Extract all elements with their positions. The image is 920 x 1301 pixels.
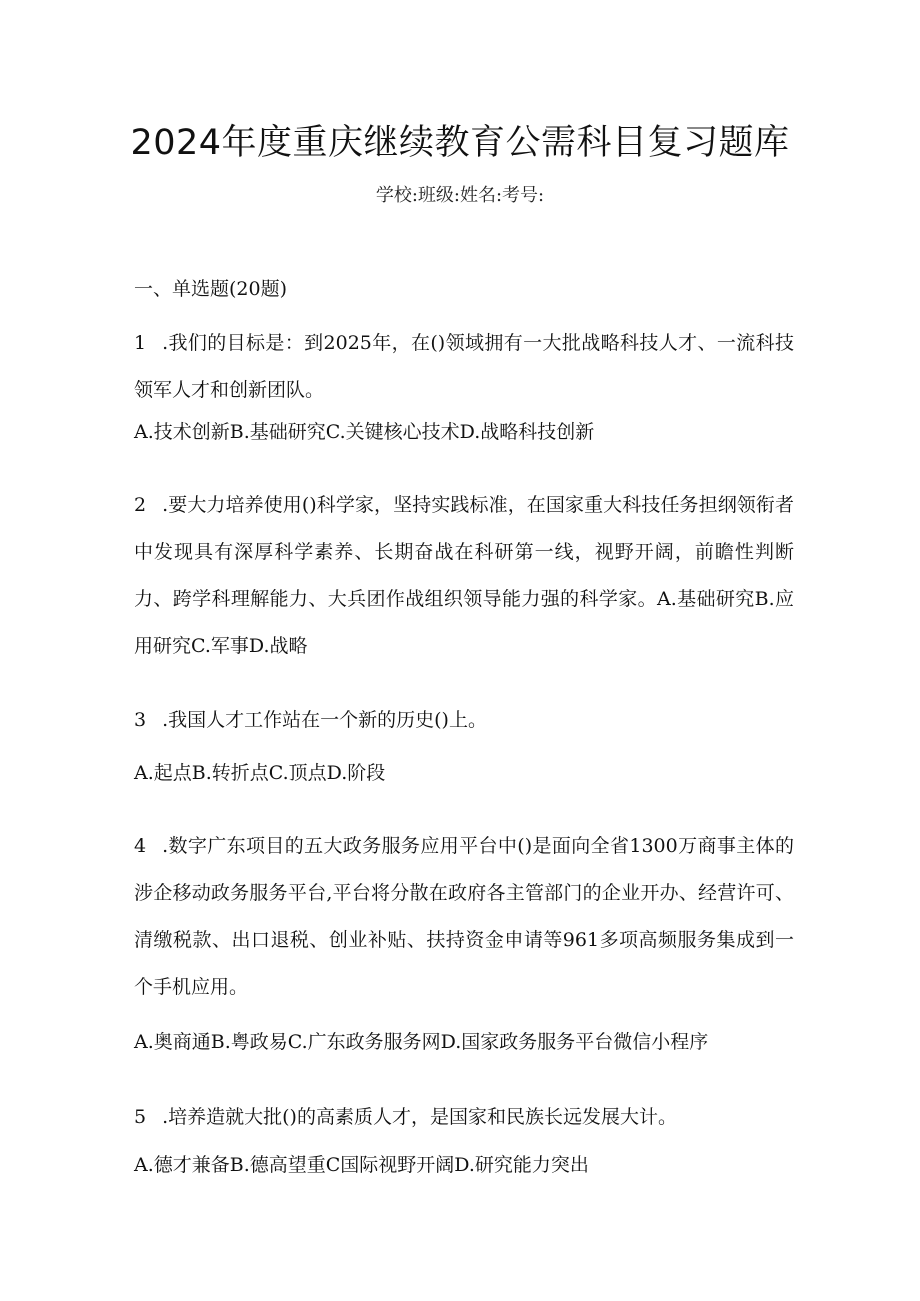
question-2 <box>134 482 794 670</box>
question-text: .数字广东项目的五大政务服务应用平台中()是面向全省1300万商事主体的涉企移动政务服务平台,平台将分散在政府各主管部门的企业开办、经营许可、清缴税款、出口退税、创业补贴、扶持资金申请等961多项高频服务集成到一个手机应用。 <box>134 835 794 998</box>
question-3 <box>134 697 794 744</box>
section-heading: 一、单选题(20题) <box>134 278 288 300</box>
question-number: 3 <box>134 709 147 731</box>
question-4-options: A.奥商通B.粤政易C.广东政务服务网D.国家政务服务平台微信小程序 <box>134 1031 709 1053</box>
question-1-options: A.技术创新B.基础研究C.关键核心技术D.战略科技创新 <box>134 421 595 443</box>
question-5 <box>134 1094 794 1141</box>
question-number: 4 <box>134 835 147 857</box>
question-text: .培养造就大批()的高素质人才，是国家和民族长远发展大计。 <box>162 1106 677 1128</box>
question-number: 2 <box>134 494 147 516</box>
question-1 <box>134 320 794 414</box>
question-number: 5 <box>134 1106 147 1128</box>
question-3-options: A.起点B.转折点C.顶点D.阶段 <box>134 762 386 784</box>
question-5-options: A.德才兼备B.德高望重C国际视野开阔D.研究能力突出 <box>134 1154 589 1176</box>
question-text: .要大力培养使用()科学家，坚持实践标准，在国家重大科技任务担纲领衔者中发现具有深厚科学素养、长期奋战在科研第一线，视野开阔，前瞻性判断力、跨学科理解能力、大兵团作战组织领导能力强的科学家。A.基础研究B.应用研究C.军事D.战略 <box>134 494 794 657</box>
question-4 <box>134 823 794 1011</box>
document-title: 2024年度重庆继续教育公需科目复习题库 <box>130 123 790 163</box>
question-number: 1 <box>134 332 147 354</box>
document-subtitle: 学校:班级:姓名:考号: <box>375 185 545 206</box>
question-text: .我国人才工作站在一个新的历史()上。 <box>162 709 487 731</box>
question-text: .我们的目标是：到2025年，在()领域拥有一大批战略科技人才、一流科技领军人才和创新团队。 <box>134 332 794 401</box>
